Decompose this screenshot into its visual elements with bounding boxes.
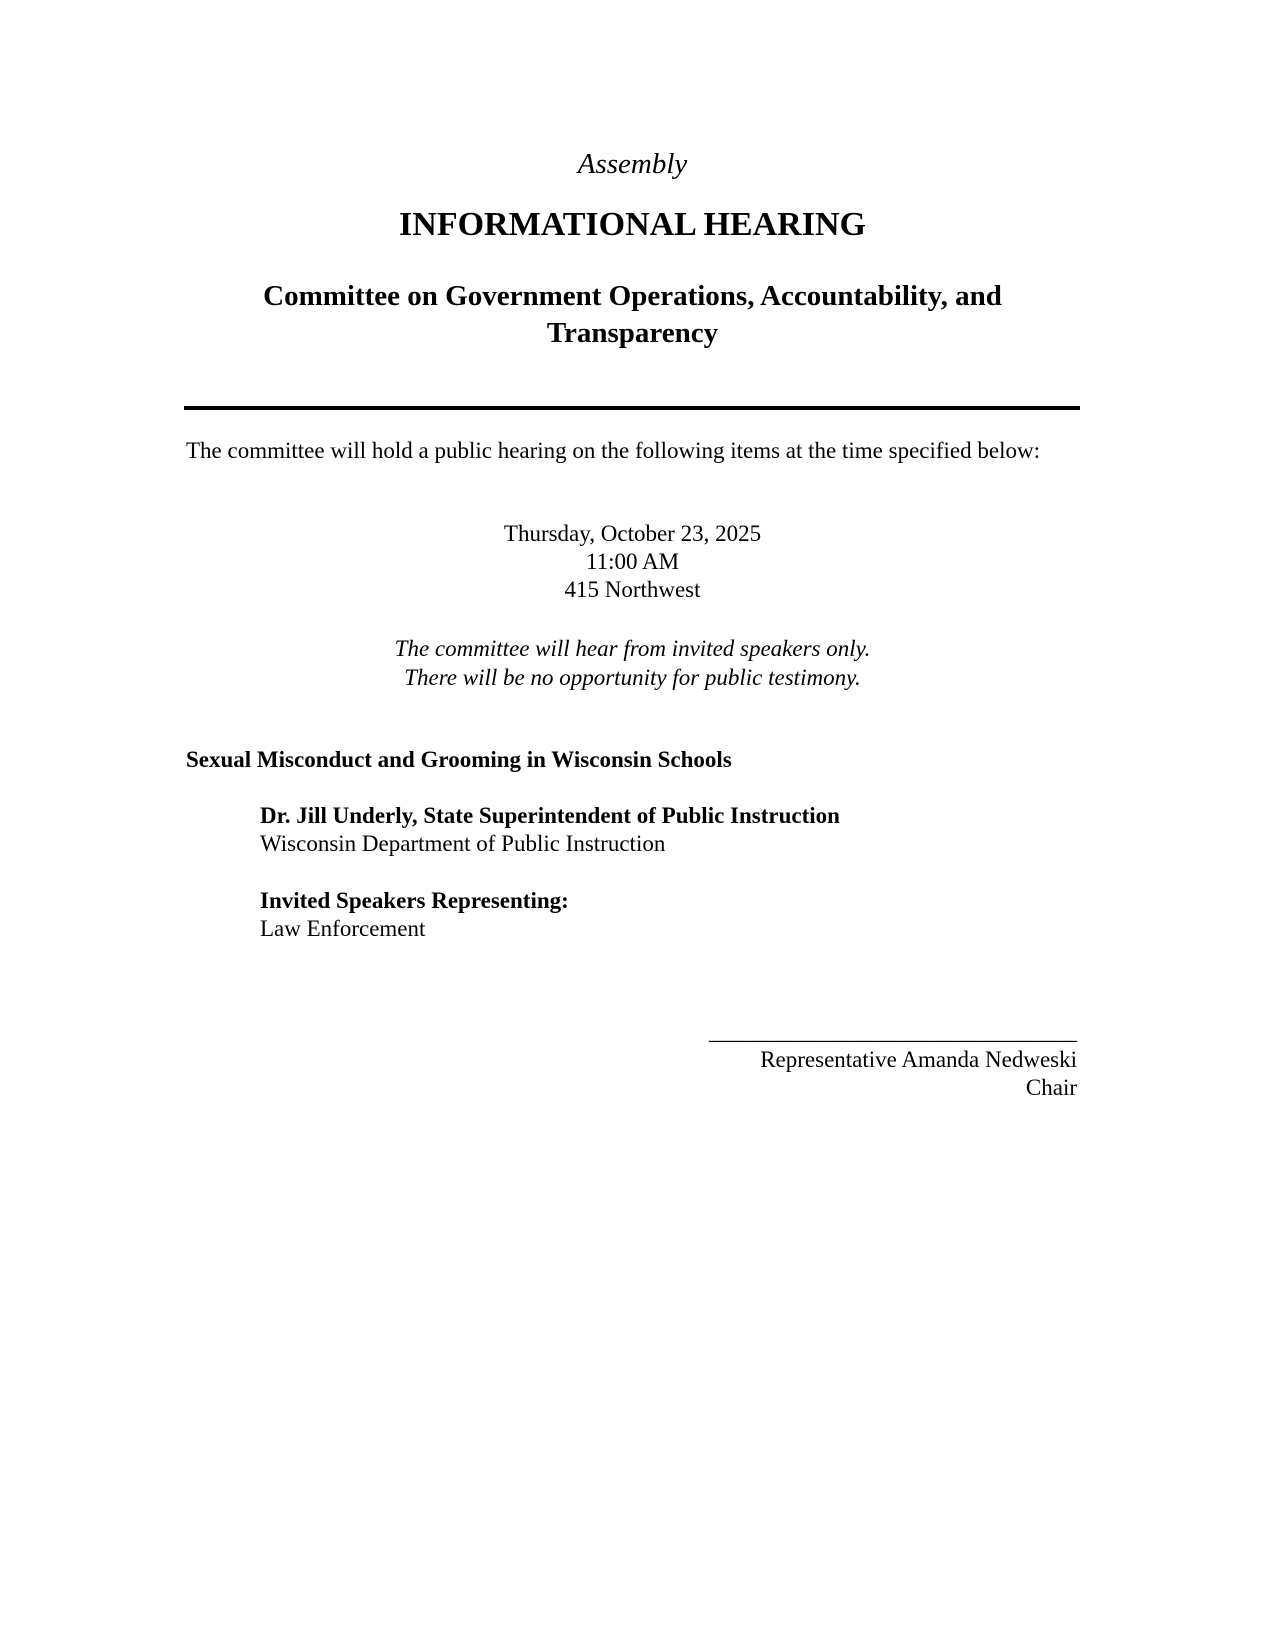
notice-line: There will be no opportunity for public testimony. [404, 665, 861, 690]
date: Thursday, October 23, 2025 [503, 521, 762, 546]
page-title: INFORMATIONAL HEARING [399, 206, 866, 243]
speaker [260, 887, 569, 943]
signer-role: Chair [1025, 1075, 1077, 1100]
divider [184, 406, 1080, 410]
schedule [0, 520, 1265, 604]
committee-text: Committee on Government Operations, Accountability, and Transparency [263, 280, 1002, 349]
speaker [260, 802, 840, 858]
speaker-org: Wisconsin Department of Public Instruction [260, 831, 666, 856]
signer-name: Representative Amanda Nedweski [760, 1047, 1077, 1072]
notice-line: The committee will hear from invited speakers only. [394, 636, 871, 661]
speaker-name: Invited Speakers Representing: [260, 888, 569, 913]
time: 11:00 AM [585, 549, 680, 574]
notice [0, 634, 1265, 692]
location: 415 Northwest [564, 577, 701, 602]
speaker-name: Dr. Jill Underly, State Superintendent of Public Instruction [260, 803, 840, 828]
intro-text: The committee will hold a public hearing on the following items at the time specified below: [186, 438, 1040, 463]
speaker-org: Law Enforcement [260, 916, 426, 941]
signature-block [709, 1018, 1077, 1102]
chamber: Assembly [577, 148, 688, 180]
committee-name [0, 278, 1265, 352]
signature-line: ________________________________ [709, 1019, 1077, 1044]
topic-heading: Sexual Misconduct and Grooming in Wisconsin Schools [186, 747, 732, 772]
